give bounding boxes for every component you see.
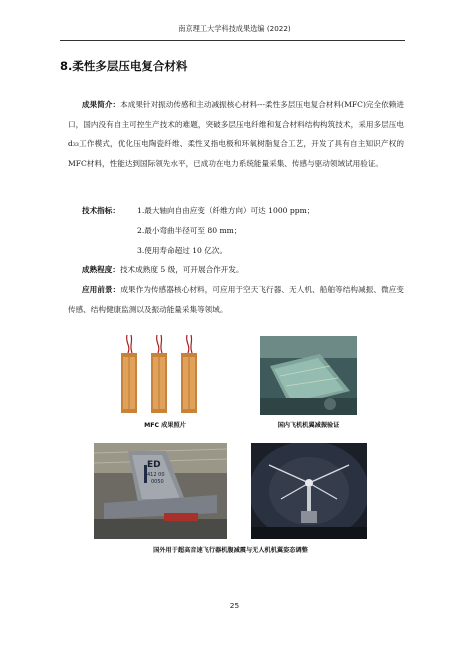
tech-spec-item-2: 2.最小弯曲半径可至 80 mm； xyxy=(137,226,242,235)
wing-test-photo xyxy=(260,336,357,415)
wing-test-image xyxy=(260,336,357,415)
mfc-patch-2 xyxy=(151,335,167,413)
drone-tunnel-image xyxy=(251,443,367,539)
jet-tail-serial: 412 00 xyxy=(147,472,165,478)
page-number: 25 xyxy=(229,601,240,610)
tech-spec-item-1: 1.最大轴向自由应变（纤维方向）可达 1000 ppm； xyxy=(137,206,315,215)
application-paragraph xyxy=(68,280,404,319)
jet-hangar-image xyxy=(94,443,227,539)
maturity-label: 成熟程度： xyxy=(82,265,120,274)
bottom-figures-caption: 国外用于超高音速飞行器机腹减震与无人机机翼姿态调整 xyxy=(153,547,308,554)
jet-photo xyxy=(94,443,227,539)
jet-tail-number: 0050 xyxy=(151,479,164,485)
summary-text: 本成果针对振动传感和主动减振核心材料---柔性多层压电复合材料(MFC)完全依赖进口，国内没有自主可控生产技术的难题，突破多层压电纤维和复合材料结构构筑技术，采用多层压电 d₃₃工作模式，优化压电陶瓷纤维、柔性叉指电极和环氧树脂复合工艺，开发了具有自主知识产权的MFC材料，性能达到国际领先水平，已成功在电力系统能量采集、传感与驱动领域试用验证。 xyxy=(68,100,404,168)
mfc-photo xyxy=(111,333,219,415)
summary-label: 成果简介： xyxy=(82,100,121,109)
section-title: 8.柔性多层压电复合材料 xyxy=(60,59,188,73)
mfc-patch-1 xyxy=(121,335,137,413)
drone-tunnel-photo xyxy=(251,443,367,539)
wing-caption: 国内飞机机翼减振验证 xyxy=(277,422,340,429)
maturity-paragraph xyxy=(82,264,244,276)
tech-spec-item-3: 3.使用寿命超过 10 亿次。 xyxy=(137,246,228,255)
jet-tail-code: ED xyxy=(147,460,161,470)
header-divider xyxy=(60,40,405,41)
application-text: 成果作为传感器核心材料，可应用于空天飞行器、无人机、船舶等结构减振、微应变传感、结构健康监测以及振动能量采集等领域。 xyxy=(68,285,404,314)
mfc-caption: MFC 成果照片 xyxy=(144,422,186,429)
tech-specs-label: 技术指标： xyxy=(82,206,120,215)
mfc-patches-image xyxy=(111,333,219,415)
application-label: 应用前景： xyxy=(82,285,121,294)
mfc-patch-3 xyxy=(181,335,197,413)
running-header: 南京理工大学科技成果选编 (2022) xyxy=(178,24,291,33)
maturity-text: 技术成熟度 5 级，可开展合作开发。 xyxy=(119,265,244,274)
summary-paragraph xyxy=(68,95,404,173)
